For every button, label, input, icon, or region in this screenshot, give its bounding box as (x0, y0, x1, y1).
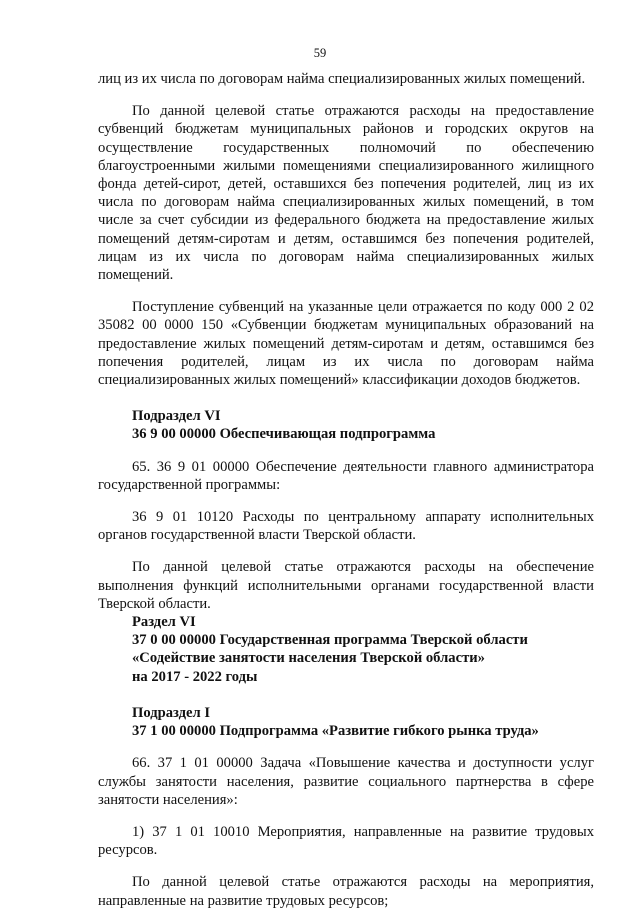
heading-line: Раздел VI (132, 614, 196, 631)
paragraph-labor-resources-measure: 1) 37 1 01 10010 Мероприятия, направленные на развитие трудовых ресурсов. (98, 823, 594, 859)
paragraph-item-66: 66. 37 1 01 00000 Задача «Повышение качества и доступности услуг службы занятости населения, развитие социального партнерства в сфере занятости населения»: (98, 755, 594, 808)
heading-subsection-i (98, 704, 594, 740)
heading-line: Подраздел VI (132, 408, 221, 425)
heading-line: 37 1 00 00000 Подпрограмма «Развитие гибкого рынка труда» (132, 723, 539, 740)
paragraph-functions-expenses: По данной целевой статье отражаются расходы на обеспечение выполнения функций исполнительными органами государственной власти Тверской области. (98, 559, 594, 612)
heading-line: «Содействие занятости населения Тверской области» (132, 650, 485, 667)
heading-subsection-vi (98, 407, 594, 443)
heading-section-vi (98, 613, 594, 686)
page-number: 59 (313, 46, 327, 60)
paragraph-continuation: лиц из их числа по договорам найма специализированных жилых помещений. (98, 71, 586, 87)
paragraph-item-65: 65. 36 9 01 00000 Обеспечение деятельности главного администратора государственной программы: (98, 458, 594, 493)
heading-line: 37 0 00 00000 Государственная программа Тверской области (132, 632, 528, 649)
heading-line: 36 9 00 00000 Обеспечивающая подпрограмма (132, 426, 436, 443)
paragraph-central-apparatus: 36 9 01 10120 Расходы по центральному аппарату исполнительных органов государственной власти Тверской области. (98, 509, 594, 544)
document-body (98, 70, 594, 910)
heading-line: Подраздел I (132, 704, 210, 721)
paragraph-subventions-housing: По данной целевой статье отражаются расходы на предоставление субвенций бюджетам муниципальных районов и городских округов на осуществление государственных полномочий по обеспечению благоустроенными жилыми помещениями специализированного жилищного фонда детей-сирот, детей, оставшихся без попечения родителей, лиц из их числа по договорам найма специализированных жилых помещений, в том числе за счет субсидии из федерального бюджета на предоставление жилых помещений детям-сиротам и детям, оставшимся без попечения родителей, лицам из их числа по договорам найма специализированных жилых помещений. (98, 103, 594, 284)
paragraph-labor-resources-expenses: По данной целевой статье отражаются расходы на мероприятия, направленные на развитие трудовых ресурсов; (98, 874, 594, 909)
heading-line: на 2017 - 2022 годы (132, 668, 258, 685)
paragraph-subventions-income-code: Поступление субвенций на указанные цели отражается по коду 000 2 02 35082 00 0000 150 «Субвенции бюджетам муниципальных образований на предоставление жилых помещений детям-сиротам и детям, оставшимся без попечения родителей, лицам из их числа по договорам найма специализированных жилых помещений» классификации доходов бюджетов. (98, 299, 594, 389)
